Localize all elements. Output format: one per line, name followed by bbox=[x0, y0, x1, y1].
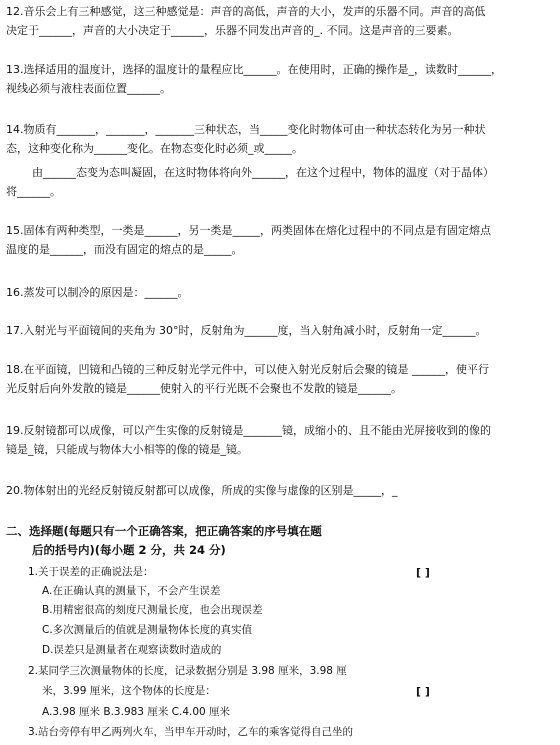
mc-1-option-b: B.用精密很高的刻度尺测量长度，也会出现误差 bbox=[42, 604, 263, 616]
mc-question-3: 3.站台旁停有甲乙两列火车，当甲车开动时，乙车的乘客觉得自己坐的 bbox=[28, 726, 354, 738]
question-14 bbox=[6, 120, 546, 201]
question-19-line-2: 镜是_镜，只能成与物体大小相等的像的镜是_镜。 bbox=[6, 443, 248, 456]
question-17 bbox=[6, 321, 546, 340]
question-14-line-2: 态，这种变化称为______变化。在物态变化时必须_或_____。 bbox=[6, 142, 303, 155]
question-18 bbox=[6, 360, 546, 398]
question-13-line-1: 13.选择适用的温度计，选择的温度计的量程应比______。在使用时，正确的操作是_，读数时______， bbox=[6, 63, 502, 76]
mc-question-2-line-1: 2.某同学三次测量物体的长度，记录数据分别是 3.98 厘米，3.98 厘 bbox=[28, 665, 347, 677]
question-14-line-3: 由______态变为态叫凝固，在这时物体将向外______，在这个过程中，物体的温度（对于晶体） bbox=[32, 166, 494, 179]
mc-1-option-d: D.误差只是测量者在观察读数时造成的 bbox=[42, 644, 222, 656]
question-20 bbox=[6, 481, 546, 500]
question-19 bbox=[6, 421, 546, 459]
question-20-line-1: 20.物体射出的光经反射镜反射都可以成像，所成的实像与虚像的区别是_____，_ bbox=[6, 484, 398, 497]
question-15-line-1: 15.固体有两种类型，一类是______，另一类是_____，两类固体在熔化过程中的不同点是有固定熔点 bbox=[6, 224, 491, 237]
section-2-heading-line-1: 二、选择题(每题只有一个正确答案，把正确答案的序号填在题 bbox=[6, 524, 322, 538]
mc-question-1: 1.关于误差的正确说法是： bbox=[28, 566, 154, 578]
section-2-heading bbox=[6, 522, 546, 560]
answer-bracket-2: [ ] bbox=[416, 685, 430, 698]
question-19-line-1: 19.反射镜都可以成像，可以产生实像的反射镜是_______镜，成缩小的、且不能由光屏接收到的像的 bbox=[6, 424, 491, 437]
question-14-line-4: 将______。 bbox=[6, 185, 61, 198]
mc-1-option-a: A.在正确认真的测量下，不会产生误差 bbox=[42, 585, 221, 597]
question-15 bbox=[6, 221, 546, 259]
question-15-line-2: 温度的是______，而没有固定的熔点的是_____。 bbox=[6, 243, 243, 256]
mc-1-option-c: C.多次测量后的值就是测量物体长度的真实值 bbox=[42, 624, 253, 636]
question-17-line-1: 17.入射光与平面镜间的夹角为 30°时，反射角为______度，当入射角减小时，反射角一定______。 bbox=[6, 324, 487, 337]
question-14-line-1: 14.物质有_______，_______，_______三种状态，当_____变化时物体可由一种状态转化为另一种状 bbox=[6, 123, 486, 136]
question-16-line-1: 16.蒸发可以制冷的原因是：______。 bbox=[6, 286, 189, 299]
question-12-line-2: 决定于______，声音的大小决定于______，乐器不同发出声音的_. 不同。这是声音的三要素。 bbox=[6, 24, 459, 37]
section-2-heading-line-2: 后的括号内)(每小题 2 分，共 24 分) bbox=[32, 543, 226, 557]
answer-bracket-1: [ ] bbox=[416, 566, 430, 579]
question-12 bbox=[6, 2, 546, 40]
question-12-line-1: 12.音乐会上有三种感觉，这三种感觉是：声音的高低，声音的大小，发声的乐器不同。声音的高低 bbox=[6, 5, 486, 18]
question-18-line-2: 光反射后向外发散的镜是______使射入的平行光既不会聚也不发散的镜是______。 bbox=[6, 382, 402, 395]
mc-2-options: A.3.98 厘米 B.3.983 厘米 C.4.00 厘米 bbox=[42, 706, 231, 718]
question-13-line-2: 视线必须与液柱表面位置______。 bbox=[6, 82, 171, 95]
question-18-line-1: 18.在平面镜，凹镜和凸镜的三种反射光学元件中，可以使入射光反射后会聚的镜是 ______，使平行 bbox=[6, 363, 489, 376]
question-13 bbox=[6, 60, 546, 98]
question-16 bbox=[6, 283, 546, 302]
mc-question-2-line-2: 米，3.99 厘米，这个物体的长度是： bbox=[42, 685, 216, 697]
